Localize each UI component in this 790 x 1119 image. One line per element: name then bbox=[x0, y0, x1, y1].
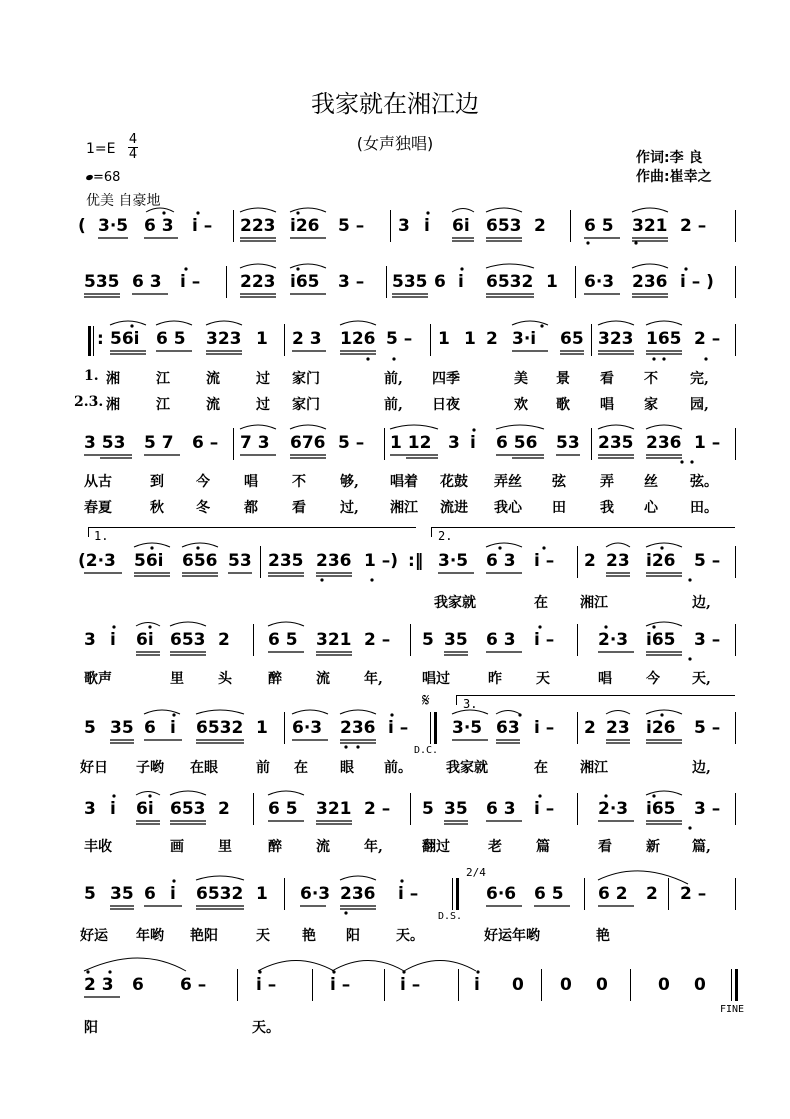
note: 1 bbox=[546, 272, 558, 292]
note: 6 5 bbox=[268, 630, 298, 650]
note: 0 bbox=[694, 975, 706, 995]
lyric: 艳 bbox=[596, 928, 610, 944]
note: 65 bbox=[560, 329, 584, 349]
note: 2 bbox=[486, 329, 498, 349]
lyric: 都 bbox=[244, 500, 258, 516]
lyric: 我 bbox=[600, 500, 614, 516]
lyric: 头 bbox=[218, 671, 232, 687]
note: 6 56 bbox=[496, 433, 538, 453]
lyric: 昨 bbox=[488, 671, 502, 687]
note: 2 bbox=[218, 630, 230, 650]
note: 6·3 bbox=[292, 718, 323, 738]
time-bottom: 4 bbox=[128, 147, 138, 162]
note: 3 bbox=[84, 799, 96, 819]
lyric: 美 bbox=[514, 371, 528, 387]
note: 6 5 bbox=[268, 799, 298, 819]
note: 236 bbox=[340, 884, 376, 904]
tempo-value: =68 bbox=[93, 170, 121, 185]
note: 6 3 bbox=[486, 799, 516, 819]
lyric: 我家就 bbox=[434, 595, 476, 611]
lyric: 看 bbox=[600, 371, 614, 387]
note: 236 bbox=[632, 272, 668, 292]
lyric: 新 bbox=[646, 839, 660, 855]
lyric: 年哟 bbox=[136, 928, 164, 944]
lyric: 唱 bbox=[600, 397, 614, 413]
note: 3 – bbox=[694, 799, 721, 819]
note: 6 3 bbox=[132, 272, 162, 292]
note: 53 bbox=[228, 551, 252, 571]
note: 35 bbox=[444, 630, 468, 650]
note: 6532 bbox=[196, 718, 244, 738]
lyric: 流 bbox=[206, 371, 220, 387]
note: i – bbox=[256, 975, 277, 995]
note: i – bbox=[330, 975, 351, 995]
note: i – bbox=[534, 551, 555, 571]
note: 0 bbox=[596, 975, 608, 995]
note: 1 12 bbox=[390, 433, 432, 453]
note: 535 bbox=[392, 272, 428, 292]
note: 1 bbox=[464, 329, 476, 349]
note: 653 bbox=[170, 630, 206, 650]
lyric: 丰收 bbox=[84, 839, 112, 855]
lyricist-credit: 作词:李 良 bbox=[636, 150, 703, 166]
note: 653 bbox=[486, 216, 522, 236]
note: ( bbox=[78, 216, 86, 236]
note: 323 bbox=[206, 329, 242, 349]
note: i – bbox=[534, 718, 555, 738]
lyric: 唱着 bbox=[390, 474, 418, 490]
note: 5 – bbox=[386, 329, 413, 349]
lyric: 景 bbox=[556, 371, 570, 387]
note: 3·5 bbox=[438, 551, 469, 571]
lyric: 过, bbox=[340, 500, 359, 516]
lyric: 好运年哟 bbox=[484, 928, 540, 944]
lyric: 丝 bbox=[644, 474, 658, 490]
note: 321 bbox=[632, 216, 668, 236]
note: 5 – bbox=[694, 551, 721, 571]
lyric: 不 bbox=[644, 371, 658, 387]
note: 223 bbox=[240, 272, 276, 292]
lyric: 从古 bbox=[84, 474, 112, 490]
note: 3 53 bbox=[84, 433, 126, 453]
ds-marker: D.S. bbox=[438, 911, 463, 922]
lyric: 欢 bbox=[514, 397, 528, 413]
lyric: 醉 bbox=[268, 839, 282, 855]
note: i bbox=[474, 975, 480, 995]
note: 53 bbox=[556, 433, 580, 453]
lyric: 家 bbox=[644, 397, 658, 413]
lyric: 画 bbox=[170, 839, 184, 855]
note: 6 bbox=[144, 884, 156, 904]
note: i – bbox=[398, 884, 419, 904]
note: 235 bbox=[598, 433, 634, 453]
note: 656 bbox=[182, 551, 218, 571]
lyric: 到 bbox=[150, 474, 164, 490]
note: 2 3 bbox=[292, 329, 322, 349]
note: 2 bbox=[584, 718, 596, 738]
note: 6i bbox=[136, 630, 154, 650]
note: 2 – bbox=[680, 884, 707, 904]
note: i bbox=[170, 718, 176, 738]
lyric: 春夏 bbox=[84, 500, 112, 516]
expression-mark: 优美 自豪地 bbox=[86, 193, 161, 209]
page-subtitle: (女声独唱) bbox=[356, 134, 434, 153]
lyric: 在 bbox=[534, 760, 548, 776]
note: 653 bbox=[170, 799, 206, 819]
lyric: 歌 bbox=[556, 397, 570, 413]
lyric: 过 bbox=[256, 371, 270, 387]
note: 2 – bbox=[680, 216, 707, 236]
note: 6532 bbox=[196, 884, 244, 904]
lyric: 家门 bbox=[292, 397, 320, 413]
repeat-end: :‖ bbox=[408, 551, 424, 571]
note: 323 bbox=[598, 329, 634, 349]
note: 5 7 bbox=[144, 433, 174, 453]
composer-credit: 作曲:崔幸之 bbox=[636, 169, 712, 185]
lyric: 1. bbox=[84, 368, 99, 384]
note: 2·3 bbox=[598, 799, 629, 819]
lyric: 前。 bbox=[384, 760, 412, 776]
note: 23 bbox=[606, 718, 630, 738]
lyric: 天, bbox=[692, 671, 711, 687]
note: 56i bbox=[134, 551, 164, 571]
lyric: 流 bbox=[316, 839, 330, 855]
note: 5 – bbox=[338, 216, 365, 236]
lyric: 年, bbox=[364, 839, 383, 855]
note: i65 bbox=[290, 272, 320, 292]
note: 6·3 bbox=[584, 272, 615, 292]
time-top: 4 bbox=[128, 132, 138, 147]
note: 2 bbox=[584, 551, 596, 571]
note: 676 bbox=[290, 433, 326, 453]
lyric: 江 bbox=[156, 397, 170, 413]
note: 6 3 bbox=[486, 630, 516, 650]
lyric: 天 bbox=[256, 928, 270, 944]
lyric: 翻过 bbox=[422, 839, 450, 855]
note: 0 bbox=[512, 975, 524, 995]
lyric: 歌声 bbox=[84, 671, 112, 687]
lyric: 醉 bbox=[268, 671, 282, 687]
lyric: 前 bbox=[256, 760, 270, 776]
note: 6 – bbox=[192, 433, 219, 453]
lyric: 看 bbox=[292, 500, 306, 516]
lyric: 老 bbox=[488, 839, 502, 855]
lyric: 边, bbox=[692, 595, 711, 611]
lyric: 完, bbox=[690, 371, 709, 387]
lyric: 流 bbox=[316, 671, 330, 687]
lyric: 在 bbox=[534, 595, 548, 611]
note: 223 bbox=[240, 216, 276, 236]
note: 6 bbox=[132, 975, 144, 995]
note: i – ) bbox=[680, 272, 714, 292]
note: i – bbox=[534, 799, 555, 819]
note: 1 bbox=[256, 329, 268, 349]
lyric: 眼 bbox=[340, 760, 354, 776]
lyric: 艳阳 bbox=[190, 928, 218, 944]
lyric: 流 bbox=[206, 397, 220, 413]
note: 2·3 bbox=[598, 630, 629, 650]
segno-icon: 𝄋 bbox=[422, 690, 430, 711]
note: 321 bbox=[316, 630, 352, 650]
note: 5 bbox=[84, 718, 96, 738]
lyric: 前, bbox=[384, 371, 403, 387]
lyric: 湘 bbox=[106, 397, 120, 413]
page-title: 我家就在湘江边 bbox=[311, 90, 479, 118]
note: 2 – bbox=[364, 630, 391, 650]
note: 3·i bbox=[512, 329, 537, 349]
lyric: 弄 bbox=[600, 474, 614, 490]
note: i bbox=[458, 272, 464, 292]
note: 6 3 bbox=[486, 551, 516, 571]
note: 6i bbox=[136, 799, 154, 819]
note: 6 bbox=[434, 272, 446, 292]
fine-marker: FINE bbox=[720, 1004, 745, 1015]
key-text: 1=E bbox=[86, 141, 116, 157]
lyric: 江 bbox=[156, 371, 170, 387]
lyric: 弦。 bbox=[690, 474, 718, 490]
note: 3 – bbox=[338, 272, 365, 292]
lyric: 唱过 bbox=[422, 671, 450, 687]
note: 126 bbox=[340, 329, 376, 349]
note: 0 bbox=[658, 975, 670, 995]
volta-2-label: 2. bbox=[438, 529, 453, 543]
lyric: 唱 bbox=[244, 474, 258, 490]
note: i26 bbox=[646, 718, 676, 738]
note: i bbox=[110, 630, 116, 650]
note: 236 bbox=[316, 551, 352, 571]
note: i – bbox=[180, 272, 201, 292]
lyric: 2.3. bbox=[74, 394, 104, 410]
dc-marker: D.C. bbox=[414, 745, 439, 756]
note: 1 bbox=[256, 884, 268, 904]
note: 1 bbox=[256, 718, 268, 738]
note: 3 bbox=[398, 216, 410, 236]
lyric: 冬 bbox=[196, 500, 210, 516]
lyric: 唱 bbox=[598, 671, 612, 687]
note: 5 bbox=[422, 799, 434, 819]
note: 6 bbox=[144, 718, 156, 738]
note: 236 bbox=[340, 718, 376, 738]
note: 6 – bbox=[180, 975, 207, 995]
note: 2 3 bbox=[84, 975, 114, 995]
lyric: 湘江 bbox=[580, 595, 608, 611]
lyric: 好运 bbox=[80, 928, 108, 944]
note: 2 – bbox=[364, 799, 391, 819]
note: 6 3 bbox=[144, 216, 174, 236]
note: 1 –) bbox=[364, 551, 399, 571]
note: 0 bbox=[560, 975, 572, 995]
note: 1 – bbox=[694, 433, 721, 453]
lyric: 田 bbox=[552, 500, 566, 516]
lyric: 里 bbox=[170, 671, 184, 687]
note: 35 bbox=[444, 799, 468, 819]
note: 3 bbox=[84, 630, 96, 650]
volta-3-label: 3. bbox=[463, 697, 478, 711]
note: 6 5 bbox=[534, 884, 564, 904]
lyric: 今 bbox=[646, 671, 660, 687]
lyric: 我心 bbox=[494, 500, 522, 516]
lyric: 弄丝 bbox=[494, 474, 522, 490]
lyric: 田。 bbox=[690, 500, 718, 516]
note: i bbox=[170, 884, 176, 904]
repeat-dots: : bbox=[97, 329, 104, 349]
note: i – bbox=[534, 630, 555, 650]
lyric: 艳 bbox=[302, 928, 316, 944]
note: 23 bbox=[606, 551, 630, 571]
note: 5 – bbox=[694, 718, 721, 738]
note: 2 bbox=[534, 216, 546, 236]
note: i bbox=[424, 216, 430, 236]
lyric: 好日 bbox=[80, 760, 108, 776]
lyric: 过 bbox=[256, 397, 270, 413]
lyric: 前, bbox=[384, 397, 403, 413]
note: 6 5 bbox=[584, 216, 614, 236]
note: i bbox=[110, 799, 116, 819]
lyric: 够, bbox=[340, 474, 359, 490]
note: 6i bbox=[452, 216, 470, 236]
note: 1 bbox=[438, 329, 450, 349]
lyric: 天 bbox=[536, 671, 550, 687]
meter-change: 2/4 bbox=[466, 866, 486, 879]
lyric: 子哟 bbox=[136, 760, 164, 776]
note: 56i bbox=[110, 329, 140, 349]
lyric: 园, bbox=[690, 397, 709, 413]
lyric: 阳 bbox=[346, 928, 360, 944]
note: 3 bbox=[448, 433, 460, 453]
lyric: 篇, bbox=[692, 839, 711, 855]
lyric: 天。 bbox=[396, 928, 424, 944]
note: (2·3 bbox=[78, 551, 116, 571]
note: 35 bbox=[110, 884, 134, 904]
note: 6 5 bbox=[156, 329, 186, 349]
note: 5 bbox=[422, 630, 434, 650]
lyric: 在眼 bbox=[190, 760, 218, 776]
note: 35 bbox=[110, 718, 134, 738]
note: 3·5 bbox=[98, 216, 129, 236]
note: i26 bbox=[646, 551, 676, 571]
note: i65 bbox=[646, 799, 676, 819]
note: 2 bbox=[218, 799, 230, 819]
note: 6532 bbox=[486, 272, 534, 292]
note: 2 – bbox=[694, 329, 721, 349]
note: i – bbox=[192, 216, 213, 236]
lyric: 看 bbox=[598, 839, 612, 855]
volta-1-label: 1. bbox=[94, 529, 109, 543]
note: 6 2 bbox=[598, 884, 628, 904]
lyric: 湘 bbox=[106, 371, 120, 387]
note: 6·6 bbox=[486, 884, 517, 904]
lyric: 边, bbox=[692, 760, 711, 776]
lyric: 弦 bbox=[552, 474, 566, 490]
note: 6·3 bbox=[300, 884, 331, 904]
lyric: 今 bbox=[196, 474, 210, 490]
note: 535 bbox=[84, 272, 120, 292]
note: i – bbox=[400, 975, 421, 995]
note: 5 – bbox=[338, 433, 365, 453]
lyric: 流进 bbox=[440, 500, 468, 516]
note: i – bbox=[388, 718, 409, 738]
lyric: 不 bbox=[292, 474, 306, 490]
note: 63 bbox=[496, 718, 520, 738]
lyric: 里 bbox=[218, 839, 232, 855]
lyric: 篇 bbox=[536, 839, 550, 855]
note: 3 – bbox=[694, 630, 721, 650]
lyric: 在 bbox=[294, 760, 308, 776]
lyric: 花鼓 bbox=[440, 474, 468, 490]
note: 5 bbox=[84, 884, 96, 904]
lyric: 家门 bbox=[292, 371, 320, 387]
lyric: 阳 bbox=[84, 1020, 98, 1036]
lyric: 年, bbox=[364, 671, 383, 687]
note: 321 bbox=[316, 799, 352, 819]
lyric: 我家就 bbox=[446, 760, 488, 776]
lyric: 秋 bbox=[150, 500, 164, 516]
note: 236 bbox=[646, 433, 682, 453]
lyric: 日夜 bbox=[432, 397, 460, 413]
lyric: 四季 bbox=[432, 371, 460, 387]
note: 3·5 bbox=[452, 718, 483, 738]
note: i bbox=[470, 433, 476, 453]
note: 7 3 bbox=[240, 433, 270, 453]
note: i26 bbox=[290, 216, 320, 236]
note: i65 bbox=[646, 630, 676, 650]
note: 165 bbox=[646, 329, 682, 349]
lyric: 天。 bbox=[252, 1020, 280, 1036]
lyric: 湘江 bbox=[390, 500, 418, 516]
lyric: 湘江 bbox=[580, 760, 608, 776]
note: 235 bbox=[268, 551, 304, 571]
note: 2 bbox=[646, 884, 658, 904]
lyric: 心 bbox=[644, 500, 658, 516]
